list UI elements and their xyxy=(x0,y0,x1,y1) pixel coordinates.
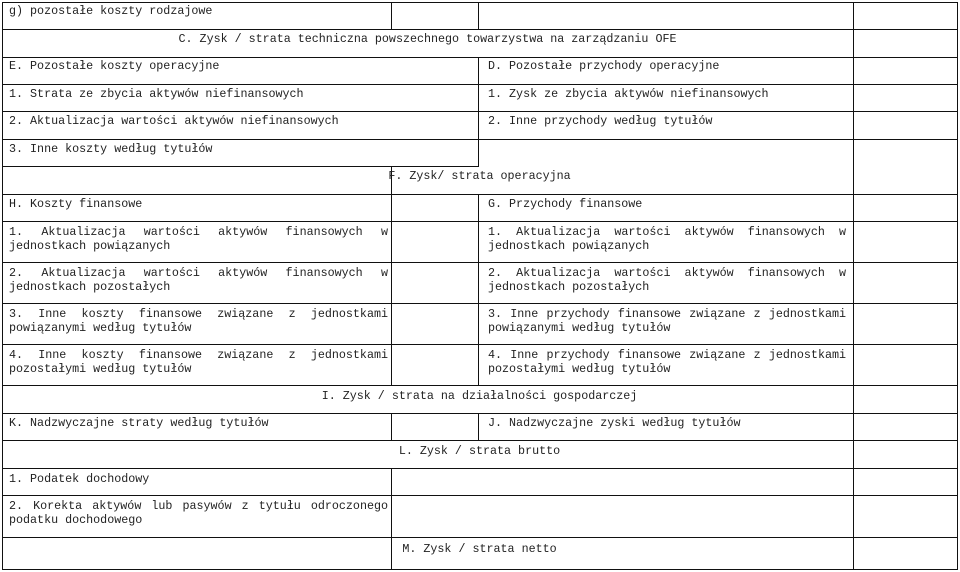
rule xyxy=(478,413,479,441)
row-gain-nonfinancial-assets: 1. Zysk ze zbycia aktywów niefinansowych xyxy=(488,87,769,101)
row-other-costs-by-title: 3. Inne koszty według tytułów xyxy=(9,142,213,156)
rule xyxy=(391,194,392,386)
row-costs-revaluation-other: 2. Aktualizacja wartości aktywów finansowych w jednostkach pozostałych xyxy=(9,266,388,294)
row-other-income-by-title: 2. Inne przychody według tytułów xyxy=(488,114,713,128)
rule xyxy=(478,2,479,30)
row-other-financial-income-related: 3. Inne przychody finansowe związane z jednostkami powiązanymi według tytułów xyxy=(488,307,846,335)
rule xyxy=(2,262,958,263)
rule xyxy=(2,413,958,414)
row-income-tax: 1. Podatek dochodowy xyxy=(9,472,150,486)
rule xyxy=(2,385,958,386)
rule xyxy=(2,537,958,538)
rule xyxy=(2,440,958,441)
row-income-revaluation-related: 1. Aktualizacja wartości aktywów finansowych w jednostkach powiązanych xyxy=(488,225,846,253)
row-income-revaluation-other: 2. Aktualizacja wartości aktywów finansowych w jednostkach pozostałych xyxy=(488,266,846,294)
rule xyxy=(2,29,958,30)
financial-statement-form xyxy=(2,2,958,570)
row-loss-nonfinancial-assets: 1. Strata ze zbycia aktywów niefinansowych xyxy=(9,87,304,101)
rule xyxy=(391,413,392,441)
rule xyxy=(2,344,958,345)
rule xyxy=(2,57,958,58)
rule xyxy=(2,2,3,570)
rule xyxy=(2,139,958,140)
row-net-result: M. Zysk / strata netto xyxy=(402,542,557,556)
rule xyxy=(478,194,479,386)
rule xyxy=(2,194,958,195)
row-extraordinary-losses: K. Nadzwyczajne straty według tytułów xyxy=(9,416,269,430)
rule xyxy=(2,84,958,85)
row-financial-costs: H. Koszty finansowe xyxy=(9,197,143,211)
rule xyxy=(2,166,478,167)
row-technical-result: C. Zysk / strata techniczna powszechnego towarzystwa na zarządzaniu OFE xyxy=(178,32,677,46)
row-other-costs: g) pozostałe koszty rodzajowe xyxy=(9,4,213,18)
row-operating-result: F. Zysk/ strata operacyjna xyxy=(388,169,571,183)
rule xyxy=(2,495,958,496)
row-other-operating-income: D. Pozostałe przychody operacyjne xyxy=(488,59,720,73)
row-financial-income: G. Przychody finansowe xyxy=(488,197,643,211)
row-business-result: I. Zysk / strata na działalności gospodarczej xyxy=(321,389,638,403)
rule xyxy=(2,111,958,112)
rule xyxy=(478,57,479,167)
row-gross-result: L. Zysk / strata brutto xyxy=(398,444,561,458)
rule xyxy=(957,2,958,570)
row-other-operating-costs: E. Pozostałe koszty operacyjne xyxy=(9,59,220,73)
row-other-financial-costs-related: 3. Inne koszty finansowe związane z jednostkami powiązanymi według tytułów xyxy=(9,307,388,335)
row-other-financial-costs-other: 4. Inne koszty finansowe związane z jednostkami pozostałymi według tytułów xyxy=(9,348,388,376)
rule xyxy=(2,221,958,222)
rule xyxy=(2,303,958,304)
row-other-financial-income-other: 4. Inne przychody finansowe związane z jednostkami pozostałymi według tytułów xyxy=(488,348,846,376)
row-revaluation-nonfinancial-assets: 2. Aktualizacja wartości aktywów niefinansowych xyxy=(9,114,339,128)
rule xyxy=(853,2,854,570)
row-deferred-tax-adjustment: 2. Korekta aktywów lub pasywów z tytułu odroczonego podatku dochodowego xyxy=(9,499,388,527)
rule xyxy=(2,468,958,469)
rule xyxy=(391,2,392,30)
row-costs-revaluation-related: 1. Aktualizacja wartości aktywów finansowych w jednostkach powiązanych xyxy=(9,225,388,253)
rule xyxy=(2,569,958,570)
row-extraordinary-gains: J. Nadzwyczajne zyski według tytułów xyxy=(488,416,741,430)
rule xyxy=(2,2,958,3)
